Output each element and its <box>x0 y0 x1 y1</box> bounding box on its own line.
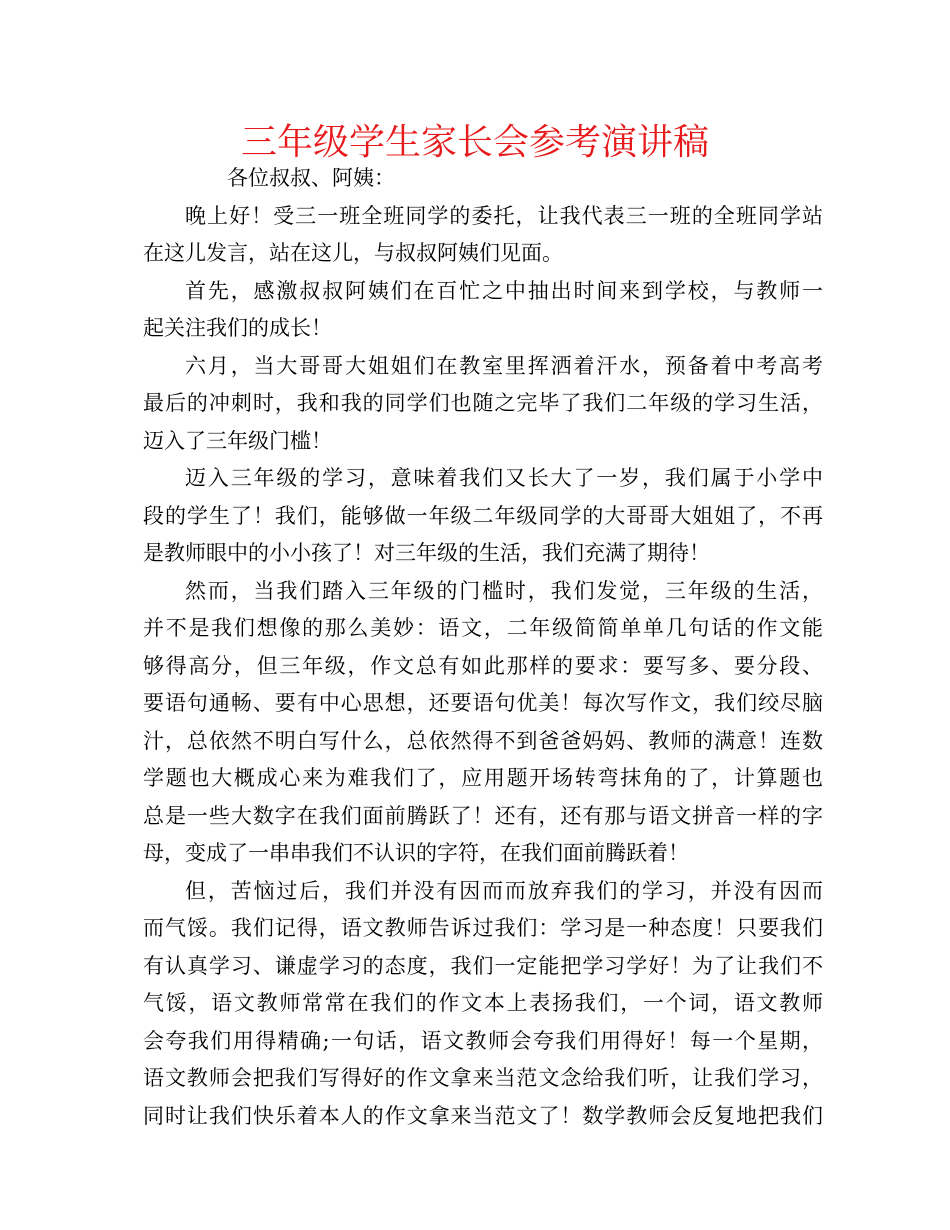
paragraph-5-line-7: 总是一些大数字在我们面前腾跃了！还有，还有那与语文拼音一样的字 <box>143 803 823 828</box>
paragraph-2-line-1: 首先，感激叔叔阿姨们在百忙之中抽出时间来到学校，与教师一 <box>185 278 823 303</box>
paragraph-6-line-3: 有认真学习、谦虚学习的态度，我们一定能把学习学好！为了让我们不 <box>143 953 823 978</box>
salutation: 各位叔叔、阿姨： <box>227 166 395 190</box>
paragraph-4-line-1: 迈入三年级的学习，意味着我们又长大了一岁，我们属于小学中 <box>185 466 823 490</box>
paragraph-5-line-4: 要语句通畅、要有中心思想，还要语句优美！每次写作文，我们绞尽脑 <box>143 691 823 715</box>
paragraph-6-line-7: 同时让我们快乐着本人的作文拿来当范文了！数学教师会反复地把我们 <box>143 1103 823 1128</box>
paragraph-2-line-2: 起关注我们的成长！ <box>143 316 332 340</box>
paragraph-5-line-1: 然而，当我们踏入三年级的门槛时，我们发觉，三年级的生活， <box>185 578 823 603</box>
document-body <box>143 160 823 1135</box>
paragraph-1-line-1: 晚上好！受三一班全班同学的委托，让我代表三一班的全班同学站 <box>185 203 823 228</box>
paragraph-3-line-2: 最后的冲刺时，我和我的同学们也随之完毕了我们二年级的学习生活， <box>143 391 823 415</box>
paragraph-4-line-2: 段的学生了！我们，能够做一年级二年级同学的大哥哥大姐姐了，不再 <box>143 503 823 528</box>
paragraph-6-line-5: 会夸我们用得精确;一句话，语文教师会夸我们用得好！每一个星期， <box>143 1028 823 1053</box>
document-title: 三年级学生家长会参考演讲稿 <box>240 122 709 163</box>
paragraph-6-line-4: 气馁，语文教师常常在我们的作文本上表扬我们，一个词，语文教师 <box>143 991 823 1015</box>
paragraph-5-line-5: 汁，总依然不明白写什么，总依然得不到爸爸妈妈、教师的满意！连数 <box>143 728 823 753</box>
paragraph-6-line-1: 但，苦恼过后，我们并没有因而而放弃我们的学习，并没有因而 <box>185 878 823 903</box>
paragraph-3-line-3: 迈入了三年级门槛！ <box>143 428 332 453</box>
paragraph-5-line-6: 学题也大概成心来为难我们了，应用题开场转弯抹角的了，计算题也 <box>143 766 823 790</box>
paragraph-5-line-2: 并不是我们想像的那么美妙：语文，二年级简简单单几句话的作文能 <box>143 616 823 640</box>
paragraph-1-line-2: 在这儿发言，站在这儿，与叔叔阿姨们见面。 <box>143 241 563 265</box>
paragraph-5-line-8: 母，变成了一串串我们不认识的字符，在我们面前腾跃着！ <box>143 841 689 865</box>
paragraph-4-line-3: 是教师眼中的小小孩了！对三年级的生活，我们充满了期待！ <box>143 541 710 565</box>
paragraph-6-line-6: 语文教师会把我们写得好的作文拿来当范文念给我们听，让我们学习， <box>143 1066 823 1090</box>
paragraph-3-line-1: 六月，当大哥哥大姐姐们在教室里挥洒着汗水，预备着中考高考 <box>185 353 823 378</box>
paragraph-5-line-3: 够得高分，但三年级，作文总有如此那样的要求：要写多、要分段、 <box>143 653 823 678</box>
paragraph-6-line-2: 而气馁。我们记得，语文教师告诉过我们：学习是一种态度！只要我们 <box>143 916 823 940</box>
